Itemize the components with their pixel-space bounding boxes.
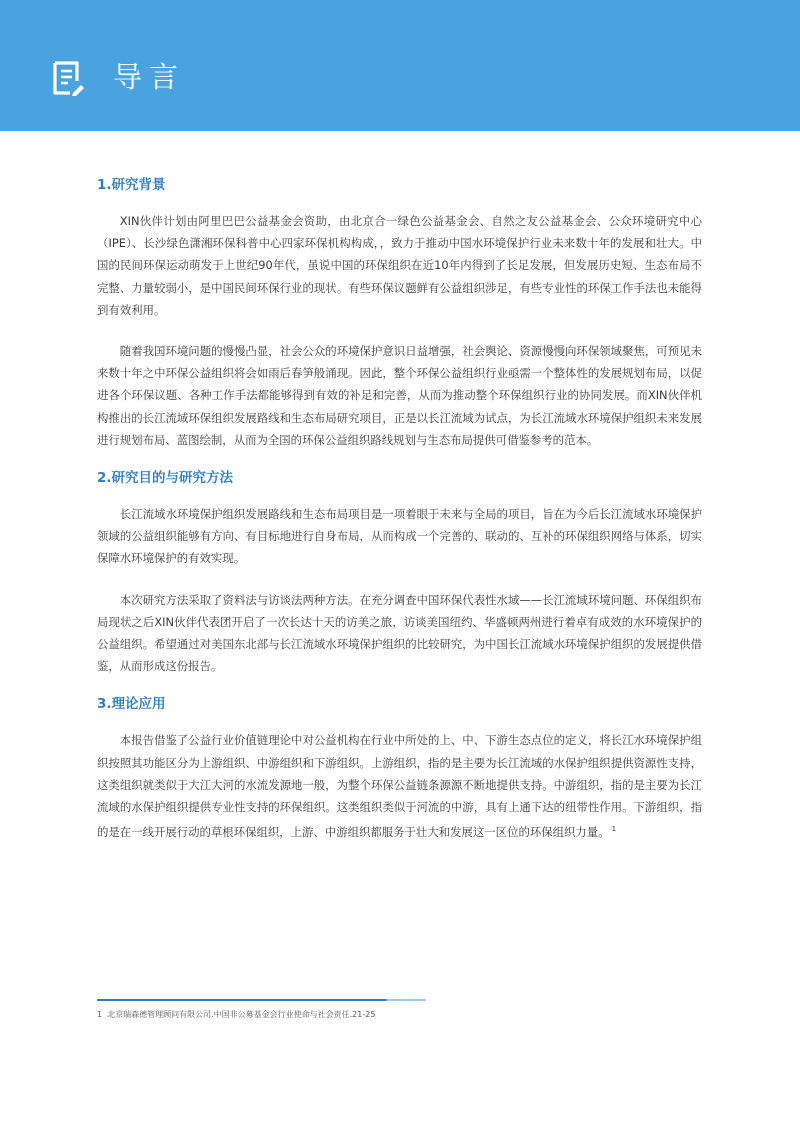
footnote-number: 1 [97,1010,103,1019]
section-heading: 2.研究目的与研究方法 [97,470,234,487]
footnote-text: 北京瑞森德管理顾问有限公司.中国非公募基金会行业使命与社会责任.21-25 [107,1010,376,1019]
footnote [97,1009,375,1021]
document-edit-icon [52,60,86,96]
main-content [97,174,702,862]
section-theory-application [97,693,702,843]
paragraph: XIN伙伴计划由阿里巴巴公益基金会资助，由北京合一绿色公益基金会、自然之友公益基金会、公众环境研究中心（IPE）、长沙绿色潇湘环保科普中心四家环保机构构成，，致力于推动中国水环境保护行业未来数十年的发展和壮大。中国的民间环保运动萌发于上世纪90年代，虽说中国的环保组织在近10年内得到了长足发展，但发展历史短、生态布局不完整、力量较弱小，是中国民间环保行业的现状。有些环保议题鲜有公益组织涉足，有些专业性的环保工作手法也未能得到有效利用。 [97,214,702,317]
footnote-divider [97,999,426,1001]
section-heading: 1.研究背景 [97,177,166,193]
page-header [0,0,800,131]
paragraph: 长江流域水环境保护组织发展路线和生态布局项目是一项着眼于未来与全局的项目，旨在为今后长江流域水环境保护领域的公益组织能够有方向、有目标地进行自身布局，从而构成一个完善的、联动的、互补的环保组织网络与体系，切实保障水环境保护的有效实现。 [97,507,702,566]
footnote-reference: 1 [611,825,617,834]
paragraph: 本次研究方法采取了资料法与访谈法两种方法。在充分调查中国环保代表性水域——长江流域环境问题、环保组织布局现状之后XIN伙伴代表团开启了一次长达十天的访美之旅，访谈美国纽约、华盛顿两州进行着卓有成效的水环境保护的公益组织。希望通过对美国东北部与长江流域水环境保护组织的比较研究，为中国长江流域水环境保护组织的发展提供借鉴，从而形成这份报告。 [97,592,702,674]
section-research-purpose-methods [97,467,702,677]
paragraph-with-footnote [97,729,702,843]
section-heading: 3.理论应用 [97,696,166,713]
paragraph: 随着我国环境问题的慢慢凸显，社会公众的环境保护意识日益增强，社会舆论、资源慢慢向环保领域聚焦，可预见未来数十年之中环保公益组织将会如雨后春笋般涌现。因此，整个环保公益组织行业亟需一个整体性的发展规划布局，以促进各个环保议题、各种工作手法都能够得到有效的补足和完善，从而为推动整个环保组织行业的协同发展。而XIN伙伴机构推出的长江流域环保组织发展路线和生态布局研究项目，正是以长江流域为试点，为长江流域水环境保护组织未来发展进行规划布局、蓝图绘制，从而为全国的环保公益组织路线规划与生态布局提供可借鉴参考的范本。 [97,344,702,447]
paragraph-text: 本报告借鉴了公益行业价值链理论中对公益机构在行业中所处的上、中、下游生态点位的定义，将长江水环境保护组织按照其功能区分为上游组织、中游组织和下游组织。上游组织，指的是主要为长江流域的水保护组织提供资源性支持，这类组织就类似于大江大河的水流发源地一般，为整个环保公益链条源源不断地提供支持。中游组织，指的是主要为长江流域的水保护组织提供专业性支持的环保组织。这类组织类似于河流的中游，具有上通下达的纽带性作用。下游组织，指的是在一线开展行动的草根环保组织，上游、中游组织都服务于壮大和发展这一区位的环保组织力量。 [97,733,702,840]
section-research-background [97,174,702,451]
page-title: 导言 [113,60,186,94]
